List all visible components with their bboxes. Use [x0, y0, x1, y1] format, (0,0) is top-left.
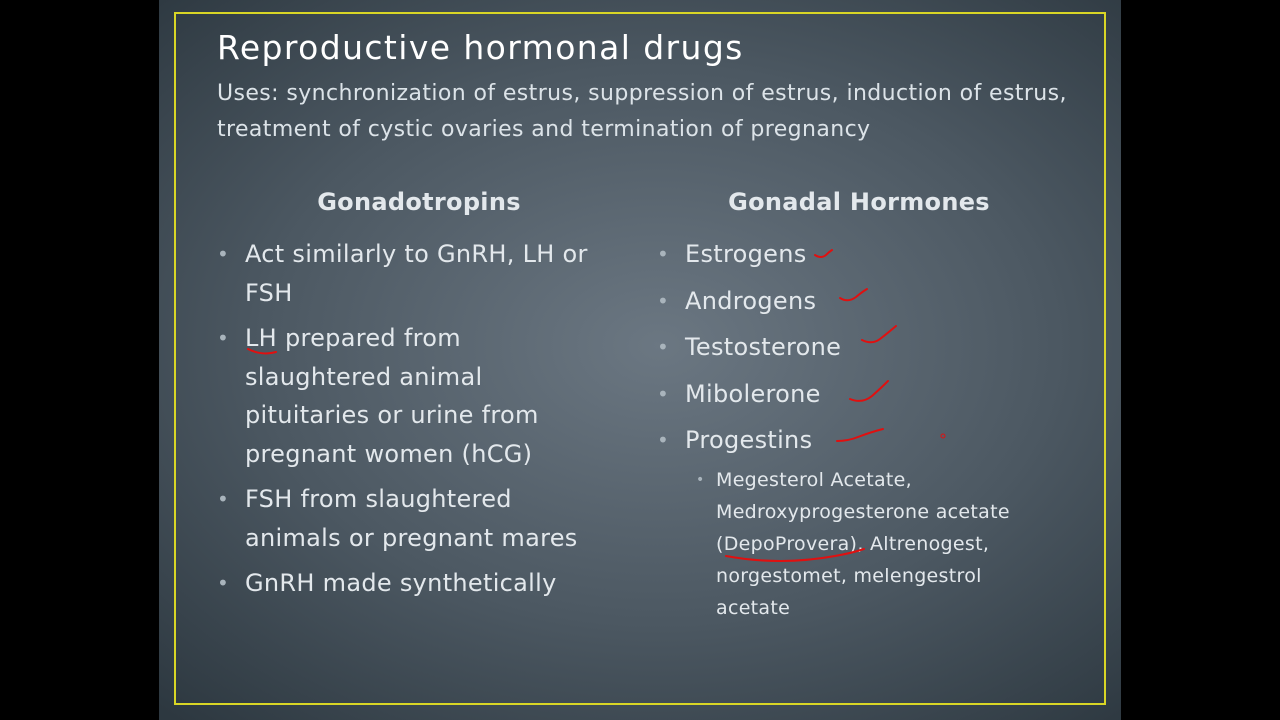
slide-title: Reproductive hormonal drugs: [217, 28, 744, 67]
list-item-text: GnRH made synthetically: [245, 569, 557, 597]
list-item-text: FSH from slaughtered animals or pregnant mares: [245, 485, 578, 552]
list-item: [657, 375, 987, 413]
gonadotropins-list: [217, 235, 597, 610]
gonadal-hormones-heading: Gonadal Hormones: [728, 188, 990, 216]
list-item: [217, 319, 597, 473]
list-item: [217, 235, 597, 312]
list-item-text: Progestins: [685, 426, 813, 454]
bullet-icon: •: [657, 288, 670, 313]
bullet-icon: •: [657, 381, 670, 406]
list-item: [657, 235, 987, 273]
bullet-icon: •: [657, 335, 670, 359]
bullet-icon: •: [696, 472, 705, 488]
list-item: [657, 421, 987, 459]
sub-list-item-text: Megesterol Acetate, Medroxyprogesterone acetate (DepoProvera), Altrenogest, norgestomet, melengestrol acetate: [716, 469, 1010, 619]
list-item: [217, 564, 597, 603]
bullet-icon: •: [657, 242, 670, 266]
list-item: [217, 480, 597, 557]
list-item-text: Testosterone: [685, 333, 842, 361]
progestins-sublist: [696, 464, 1042, 624]
bullet-icon: •: [217, 487, 230, 511]
list-item-text: Estrogens: [685, 240, 807, 268]
bullet-icon: •: [657, 428, 670, 452]
bullet-icon: •: [217, 242, 230, 266]
slide-subtitle: Uses: synchronization of estrus, suppression of estrus, induction of estrus, treatment of cystic ovaries and termination of pregnancy: [217, 81, 1067, 142]
list-item: [657, 328, 987, 366]
list-item: [657, 282, 987, 320]
slide: [159, 0, 1121, 720]
list-item-text: Androgens: [685, 286, 817, 315]
gonadotropins-heading: Gonadotropins: [317, 188, 521, 216]
bullet-icon: •: [217, 571, 230, 595]
list-item-text: Act similarly to GnRH, LH or FSH: [245, 240, 588, 307]
bullet-icon: •: [217, 326, 230, 350]
list-item-text: Mibolerone: [685, 379, 821, 408]
list-item-text: LH prepared from slaughtered animal pituitaries or urine from pregnant women (hCG): [245, 324, 539, 468]
gonadal-hormones-list: [657, 235, 987, 468]
sub-list-item: [696, 464, 1042, 624]
